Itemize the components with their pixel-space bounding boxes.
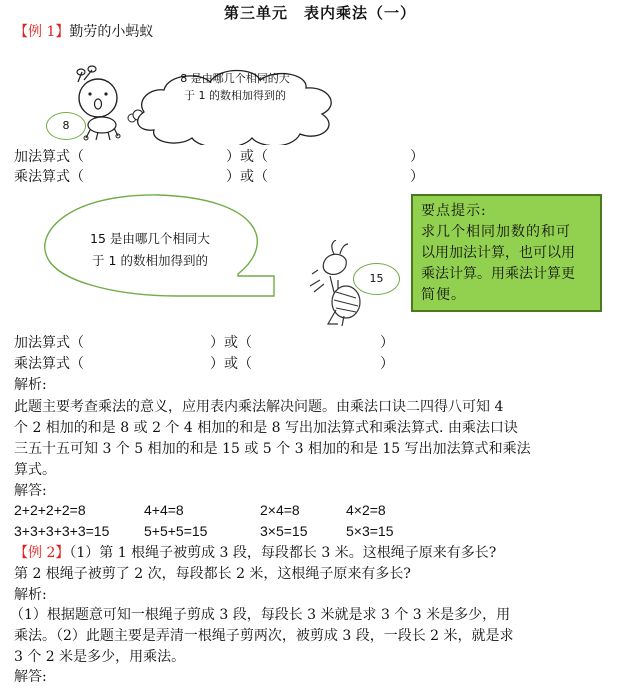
example1-tag: 【例 1】 [14,24,70,40]
tip-line-4: 简便。 [421,287,466,303]
or-label: ）或（ [226,149,268,165]
answer-label: 解答: [14,483,47,499]
answer-cell: 4+4=8 [144,502,184,518]
answer-cell: 2+2+2+2=8 [14,502,86,518]
or-label: ）或（ [226,169,268,185]
example2-analysis-paragraph [10,605,590,668]
analysis-paragraph [14,397,594,481]
tip-line-2: 以用加法计算，也可以用 [421,245,575,261]
q2-addition-line [14,333,394,353]
addition-label: 加法算式（ [14,335,84,351]
example2-line-1: （1）第 1 根绳子被剪成 3 段，每段都长 3 米。这根绳子原来有多长? [69,545,497,561]
bubble-line-2: 于 1 的数相加得到的 [92,253,208,268]
or-label: ）或（ [210,356,252,372]
example2-analysis-line-1: （1）根据题意可知一根绳子剪成 3 段，每段长 3 米就是求 3 个 3 米是多少，用 [10,607,511,623]
multiplication-label: 乘法算式（ [14,356,84,372]
answer-cell: 3×5=15 [260,523,308,539]
cloud-line-2: 于 1 的数相加得到的 [184,89,286,102]
answer-cell: 5×3=15 [346,523,394,539]
q1-addition-line [14,147,424,167]
q1-multiplication-line [14,167,424,187]
analysis-label: 解析: [14,377,47,393]
or-label: ）或（ [210,335,252,351]
answer-cell: 5+5+5=15 [144,523,208,539]
circle-value-8: 8 [46,112,86,140]
bubble-text [70,228,230,272]
key-tip-box [411,194,602,312]
analysis-line-2: 个 2 相加的和是 8 或 2 个 4 相加的和是 8 写出加法算式和乘法算式. 由乘法口诀 [14,420,518,436]
analysis-line-3: 三五十五可知 3 个 5 相加的和是 15 或 5 个 3 相加的和是 15 写出加法算式和乘法 [14,441,531,457]
cloud-thought [160,70,310,104]
example1-heading [14,22,153,42]
example2-question-line-1 [14,543,496,563]
close-paren: ） [410,169,424,185]
close-paren: ） [380,335,394,351]
tip-line-3: 乘法计算。用乘法计算更 [421,266,575,282]
answer-cell: 4×2=8 [346,502,386,518]
analysis-line-4: 算式。 [14,462,56,478]
analysis-line-1: 此题主要考查乘法的意义，应用表内乘法解决问题。由乘法口诀二四得八可知 4 [14,399,504,415]
bubble-line-1: 15 是由哪几个相同大 [90,231,210,246]
q2-multiplication-line [14,354,394,374]
close-paren: ） [410,149,424,165]
circle-value-15: 15 [353,263,400,295]
addition-label: 加法算式（ [14,149,84,165]
example2-analysis-line-3: 3 个 2 米是多少，用乘法。 [14,649,186,665]
example2-analysis-line-2: 乘法。（2）此题主要是弄清一根绳子剪两次，被剪成 3 段，一段长 2 米，就是求 [14,628,514,644]
example2-analysis-label: 解析: [14,587,47,603]
example2-question-line-2: 第 2 根绳子被剪了 2 次，每段都长 2 米，这根绳子原来有多长? [14,566,411,582]
multiplication-label: 乘法算式（ [14,169,84,185]
example2-answer-label: 解答: [14,669,47,685]
close-paren: ） [380,356,394,372]
tip-line-1: 求几个相同加数的和可 [421,224,571,240]
example2-tag: 【例 2】 [14,545,70,561]
example1-title: 勤劳的小蚂蚁 [69,24,154,40]
answer-cell: 3+3+3+3+3=15 [14,523,110,539]
tip-heading: 要点提示: [421,203,487,219]
answer-cell: 2×4=8 [260,502,300,518]
cloud-line-1: 8 是由哪几个相同的大 [180,72,290,85]
page-title: 第三单元 表内乘法（一） [223,4,416,22]
